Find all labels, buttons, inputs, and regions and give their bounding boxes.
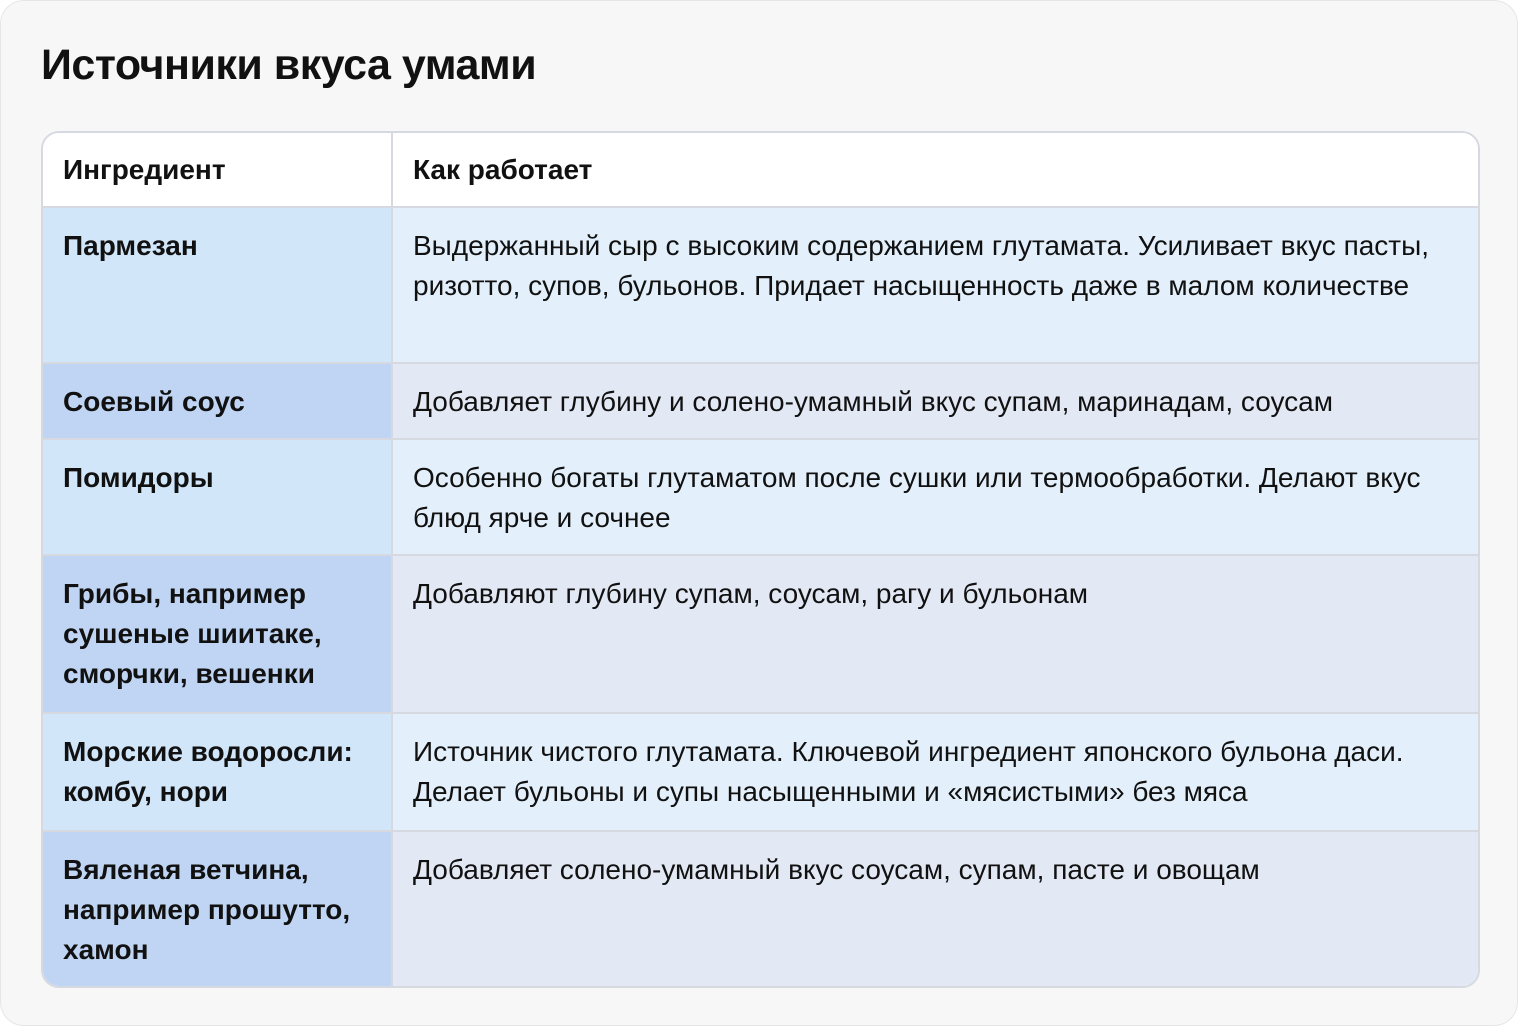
table-row (43, 555, 1478, 713)
umami-sources-table (41, 131, 1480, 988)
table (43, 133, 1478, 986)
table-header-row (43, 133, 1478, 207)
ingredient-cell: Грибы, например сушеные шиитаке, сморчки, вешенки (43, 555, 392, 713)
card-title: Источники вкуса умами (41, 41, 537, 89)
header-ingredient: Ингредиент (43, 133, 392, 207)
table-row (43, 439, 1478, 555)
description-cell: Добавляет солено-умамный вкус соусам, супам, пасте и овощам (392, 831, 1478, 986)
table-row (43, 713, 1478, 831)
description-cell: Добавляют глубину супам, соусам, рагу и бульонам (392, 555, 1478, 713)
ingredient-cell: Соевый соус (43, 363, 392, 439)
description-cell: Выдержанный сыр с высоким содержанием глутамата. Усиливает вкус пасты, ризотто, супов, бульонов. Придает насыщенность даже в малом количестве (392, 207, 1478, 363)
table-row (43, 207, 1478, 363)
table-row (43, 363, 1478, 439)
ingredient-cell: Пармезан (43, 207, 392, 363)
ingredient-cell: Вяленая ветчина, например прошутто, хамон (43, 831, 392, 986)
ingredient-cell: Помидоры (43, 439, 392, 555)
description-cell: Источник чистого глутамата. Ключевой ингредиент японского бульона даси. Делает бульоны и супы насыщенными и «мясистыми» без мяса (392, 713, 1478, 831)
header-how-it-works: Как работает (392, 133, 1478, 207)
ingredient-cell: Морские водоросли: комбу, нори (43, 713, 392, 831)
description-cell: Добавляет глубину и солено-умамный вкус супам, маринадам, соусам (392, 363, 1478, 439)
table-row (43, 831, 1478, 986)
description-cell: Особенно богаты глутаматом после сушки или термообработки. Делают вкус блюд ярче и сочнее (392, 439, 1478, 555)
